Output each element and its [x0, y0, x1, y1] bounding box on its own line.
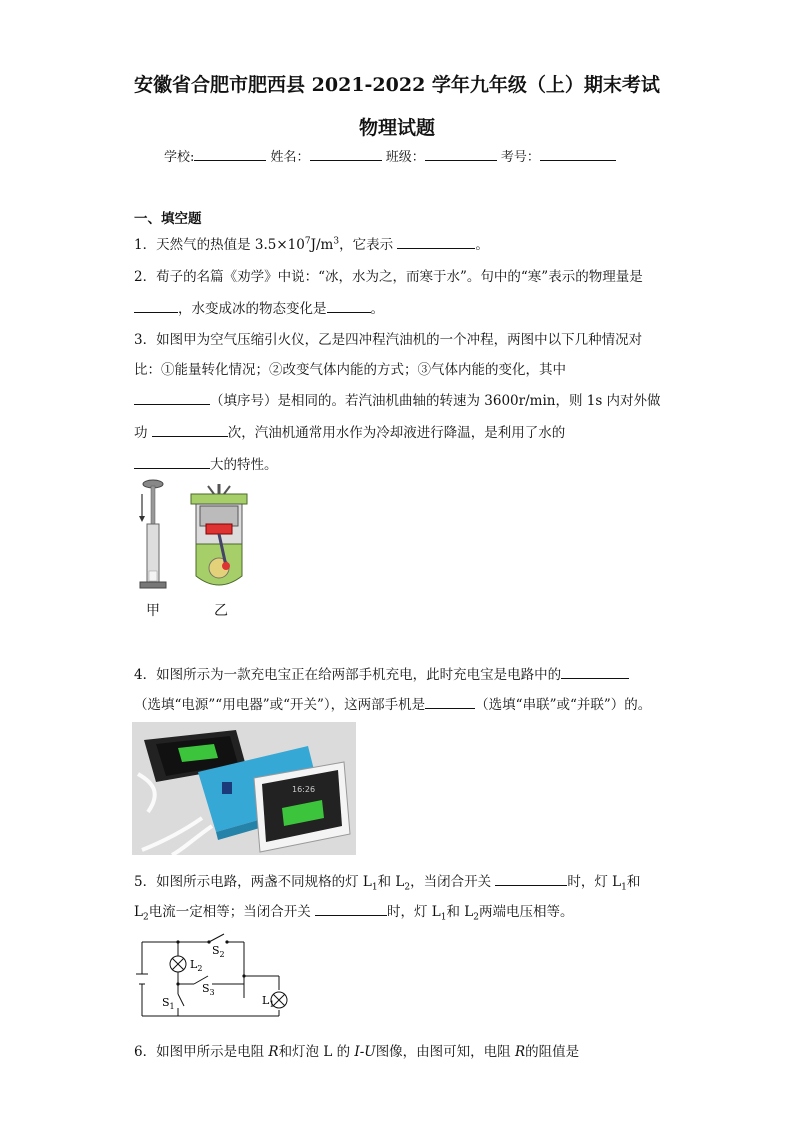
- q5-text-i: 和 L: [446, 904, 474, 920]
- q6-text-d: 的阻值是: [525, 1044, 580, 1060]
- q3-text-l5: 大的特性。: [210, 457, 278, 473]
- q4-text-l1: 4．如图所示为一款充电宝正在给两部手机充电，此时充电宝是电路中的: [134, 667, 562, 683]
- section-fill-blank: 一、填空题: [134, 211, 202, 227]
- q4-text-l2b: （选填“串联”或“并联”）的。: [475, 697, 652, 713]
- q3-text-l3: （填序号）是相同的。若汽油机曲轴的转速为 3600r/min，则 1s 内对外做: [210, 393, 661, 409]
- q3-blank-3[interactable]: [134, 456, 210, 469]
- student-info-header: [164, 146, 616, 165]
- q1-text-a: 1．天然气的热值是 3.5×10: [134, 237, 305, 253]
- q6-r: R: [268, 1044, 279, 1060]
- q4-text-l2a: （选填“电源”“用电器”或“开关”），这两部手机是: [134, 697, 426, 713]
- q6-r2: R: [514, 1044, 526, 1060]
- question-2-line-2: [134, 297, 384, 317]
- exam-no-label: 考号：: [500, 150, 540, 165]
- question-3-line-2: 比：①能量转化情况；②改变气体内能的方式；③气体内能的变化，其中: [134, 362, 566, 378]
- q6-text-a: 6．如图甲所示是电阻: [134, 1044, 269, 1060]
- name-field[interactable]: [310, 148, 382, 161]
- q3-blank-1[interactable]: [134, 392, 210, 405]
- label-l1-text: $L_1$: [262, 994, 275, 1009]
- q3-text-l4b: 次，汽油机通常用水作为冷却液进行降温，是利用了水的: [227, 425, 566, 441]
- q1-text-b: J/m: [310, 237, 334, 253]
- school-label: 学校:: [164, 150, 195, 165]
- q6-iu: I-U: [354, 1044, 376, 1060]
- label-l2: $L_2$: [190, 958, 203, 973]
- q6-text-c: 图像，由图可知，电阻: [375, 1044, 515, 1060]
- gasoline-engine-icon: [191, 484, 247, 585]
- q1-sup: 7: [304, 236, 311, 247]
- q3-blank-2[interactable]: [152, 424, 228, 437]
- question-4-line-2: [134, 693, 651, 713]
- title-line-1: 安徽省合肥市肥西县 2021-2022 学年九年级（上）期末考试: [134, 74, 660, 96]
- q5-sub-6: 2: [473, 912, 479, 923]
- q5-sub-4: 2: [142, 912, 149, 923]
- q1-blank[interactable]: [397, 236, 475, 249]
- q5-blank-2[interactable]: [315, 903, 387, 916]
- q5-text-c: ，当闭合开关: [410, 874, 496, 890]
- phone-time: 16:26: [292, 785, 316, 794]
- q5-text-b: 和 L: [377, 874, 405, 890]
- q5-text-g: 电流一定相等；当闭合开关: [148, 904, 315, 920]
- question-4-line-1: [134, 663, 629, 683]
- label-s2: $S_2$: [212, 944, 225, 959]
- q5-text-h: 时，灯 L: [387, 904, 441, 920]
- q5-sub-1: 1: [371, 882, 378, 893]
- figure-label-yi: 乙: [214, 603, 228, 619]
- powerbank-photo: [132, 722, 356, 855]
- question-2-line-1: 2．荀子的名篇《劝学》中说：“冰，水为之，而寒于水”。句中的“寒”表示的物理量是: [134, 269, 643, 285]
- q5-text-j: 两端电压相等。: [479, 904, 574, 920]
- q5-sub-5: 1: [440, 912, 447, 923]
- question-5-line-1: [134, 870, 640, 893]
- label-s1: $S_1$: [162, 996, 175, 1011]
- question-1: [134, 233, 489, 253]
- q5-sub-3: 1: [621, 882, 627, 893]
- question-3-line-5: [134, 453, 278, 473]
- question-6: [134, 1040, 579, 1060]
- q2-text-a: ，水变成冰的物态变化是: [178, 301, 327, 317]
- q4-blank-1[interactable]: [561, 666, 629, 679]
- q2-blank-1[interactable]: [134, 300, 178, 313]
- air-compression-igniter-icon: [139, 480, 166, 588]
- class-field[interactable]: [425, 148, 497, 161]
- q5-text-e: 和: [626, 874, 641, 890]
- question-3-line-3: [134, 389, 661, 409]
- class-label: 班级：: [385, 150, 425, 165]
- lamp-l2-icon: [170, 956, 186, 972]
- q1-text-c: ，它表示: [339, 237, 398, 253]
- q3-figure: [126, 476, 266, 596]
- question-3-line-4: [134, 421, 565, 441]
- q2-blank-2[interactable]: [327, 300, 371, 313]
- name-label: 姓名：: [270, 150, 310, 165]
- title-line-2: 物理试题: [358, 117, 435, 139]
- q6-text-b: 和灯泡 L 的: [278, 1044, 355, 1060]
- q5-sub-2: 2: [404, 882, 411, 893]
- q1-text-d: 。: [475, 237, 489, 253]
- q2-text-b: 。: [370, 301, 384, 317]
- q5-text-a: 5．如图所示电路，两盏不同规格的灯 L: [134, 874, 372, 890]
- circuit-diagram: [134, 928, 294, 1024]
- q5-text-d: 时，灯 L: [567, 874, 622, 890]
- q1-sup2: 3: [333, 236, 340, 247]
- label-s3: $S_3$: [202, 982, 215, 997]
- q5-text-f: L: [134, 904, 143, 920]
- question-3-line-1: 3．如图甲为空气压缩引火仪，乙是四冲程汽油机的一个冲程，两图中以下几种情况对: [134, 332, 643, 348]
- school-field[interactable]: [194, 148, 266, 161]
- q5-blank-1[interactable]: [495, 873, 567, 886]
- q3-text-l4a: 功: [134, 425, 152, 441]
- exam-no-field[interactable]: [540, 148, 616, 161]
- question-5-line-2: [134, 900, 574, 923]
- q4-blank-2[interactable]: [425, 696, 475, 709]
- figure-label-jia: 甲: [146, 603, 160, 619]
